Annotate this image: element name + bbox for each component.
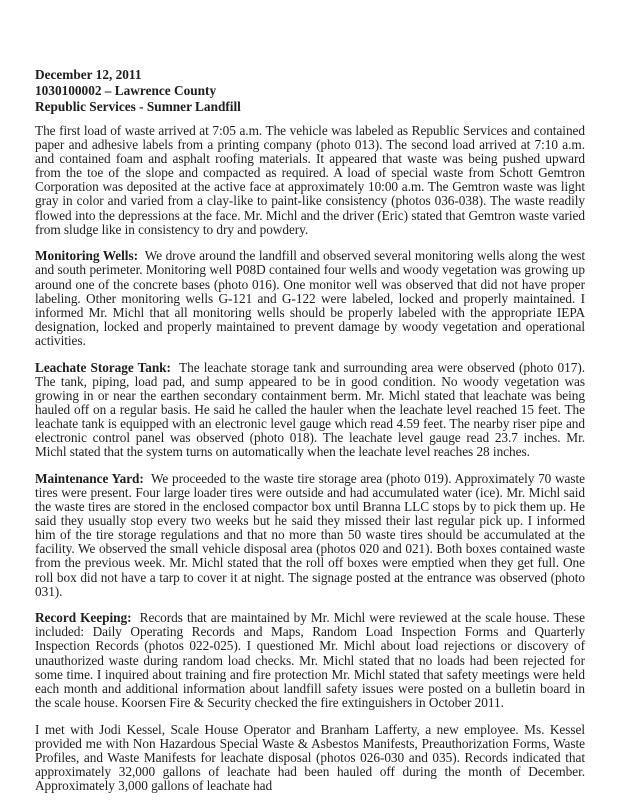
report-date: December 12, 2011 xyxy=(35,67,142,82)
paragraph-leachate-storage-tank xyxy=(35,361,585,460)
paragraph-text: We drove around the landfill and observed several monitoring wells along the west and south perimeter. Monitoring well P08D contained four wells and woody vegetation was growing up around one of the concrete bases (photo 016). One monitor well was observed that did not have proper labeling. Other monitoring wells G-121 and G-122 were labeled, locked and properly maintained. I informed Mr. Michl that all monitoring wells should be properly labeled with the appropriate IEPA designation, locked and properly maintained to prevent damage by woody vegetation and operational activities. xyxy=(35,248,586,348)
section-heading: Leachate Storage Tank: xyxy=(35,359,171,375)
section-heading: Record Keeping: xyxy=(35,610,132,626)
facility-name: Republic Services - Sumner Landfill xyxy=(35,99,241,114)
document-page xyxy=(35,67,585,806)
paragraph-monitoring-wells xyxy=(35,249,585,348)
paragraph-text: We proceeded to the waste tire storage area (photo 019). Approximately 70 waste tires were present. Four large loader tires were outside and had accumulated water (ice). Mr. Michl said the waste tires are stored in the enclosed compactor box until Branna LLC stops by to pick them up. He said they usually stop every two weeks but he said they missed their last regular pick up. I informed him of the tire storage regulations and that no more than 50 waste tires should be accumulated at the facility. We observed the small vehicle disposal area (photos 020 and 021). Both boxes contained waste from the previous week. Mr. Michl stated that the roll off boxes were emptied when they get full. One roll box did not have a tarp to cover it at night. The signage posted at the entrance was observed (photo 031). xyxy=(35,470,586,599)
site-id: 1030100002 – Lawrence County xyxy=(35,83,217,98)
section-heading: Monitoring Wells: xyxy=(35,248,138,264)
paragraph-text: I met with Jodi Kessel, Scale House Operator and Branham Lafferty, a new employee. Ms. Kessel provided me with Non Hazardous Special Waste & Asbestos Manifests, Preauthorization Forms, Waste Profiles, and Waste Manifests for leachate disposal (photos 026-030 and 035). Records indicated that approximately 32,000 gallons of leachate had been hauled off during the month of December. Approximately 3,000 gallons of leachate had xyxy=(35,721,585,793)
paragraph-text: Records that are maintained by Mr. Michl were reviewed at the scale house. These included: Daily Operating Records and Maps, Random Load Inspection Forms and Quarterly Inspection Records (photos 022-025). I questioned Mr. Michl about load rejections or discovery of unauthorized waste during random load checks. Mr. Michl stated that no loads had been rejected for some time. I inquired about training and fire protection Mr. Michl stated that safety meetings were held each month and additional information about landfill safety issues were posted on a bulletin board in the scale house. Koorsen Fire & Security checked the fire extinguishers in October 2011. xyxy=(35,610,585,710)
section-heading: Maintenance Yard: xyxy=(35,470,144,486)
paragraph-scale-house-meeting xyxy=(35,723,585,793)
paragraph-record-keeping xyxy=(35,611,585,710)
paragraph-waste-loads xyxy=(35,124,585,237)
document-header xyxy=(35,67,585,115)
paragraph-text: The first load of waste arrived at 7:05 a.m. The vehicle was labeled as Republic Services and contained paper and adhesive labels from a printing company (photo 013). The second load arrived at 7:10 a.m. and contained foam and asphalt roofing materials. It appeared that waste was being pushed upward from the toe of the slope and compacted as required. A load of special waste from Schott Gemtron Corporation was deposited at the active face at approximately 10:00 a.m. The Gemtron waste was light gray in color and varied from a clay-like to paint-like consistency (photos 036-038). The waste readily flowed into the depressions at the face. Mr. Michl and the driver (Eric) stated that Gemtron waste varied from sludge like in consistency to dry and powdery. xyxy=(35,123,585,237)
paragraph-text: The leachate storage tank and surrounding area were observed (photo 017). The tank, piping, load pad, and sump appeared to be in good condition. No woody vegetation was growing in or near the earthen secondary containment berm. Mr. Michl stated that leachate was being hauled off on a regular basis. He said he called the hauler when the leachate level reached 15 feet. The leachate tank is equipped with an electronic level gauge which read 4.59 feet. The nearby riser pipe and electronic control panel was observed (photo 018). The leachate level gauge read 23.7 inches. Mr. Michl stated that the system turns on automatically when the leachate level reaches 28 inches. xyxy=(35,359,586,460)
paragraph-maintenance-yard xyxy=(35,472,585,599)
